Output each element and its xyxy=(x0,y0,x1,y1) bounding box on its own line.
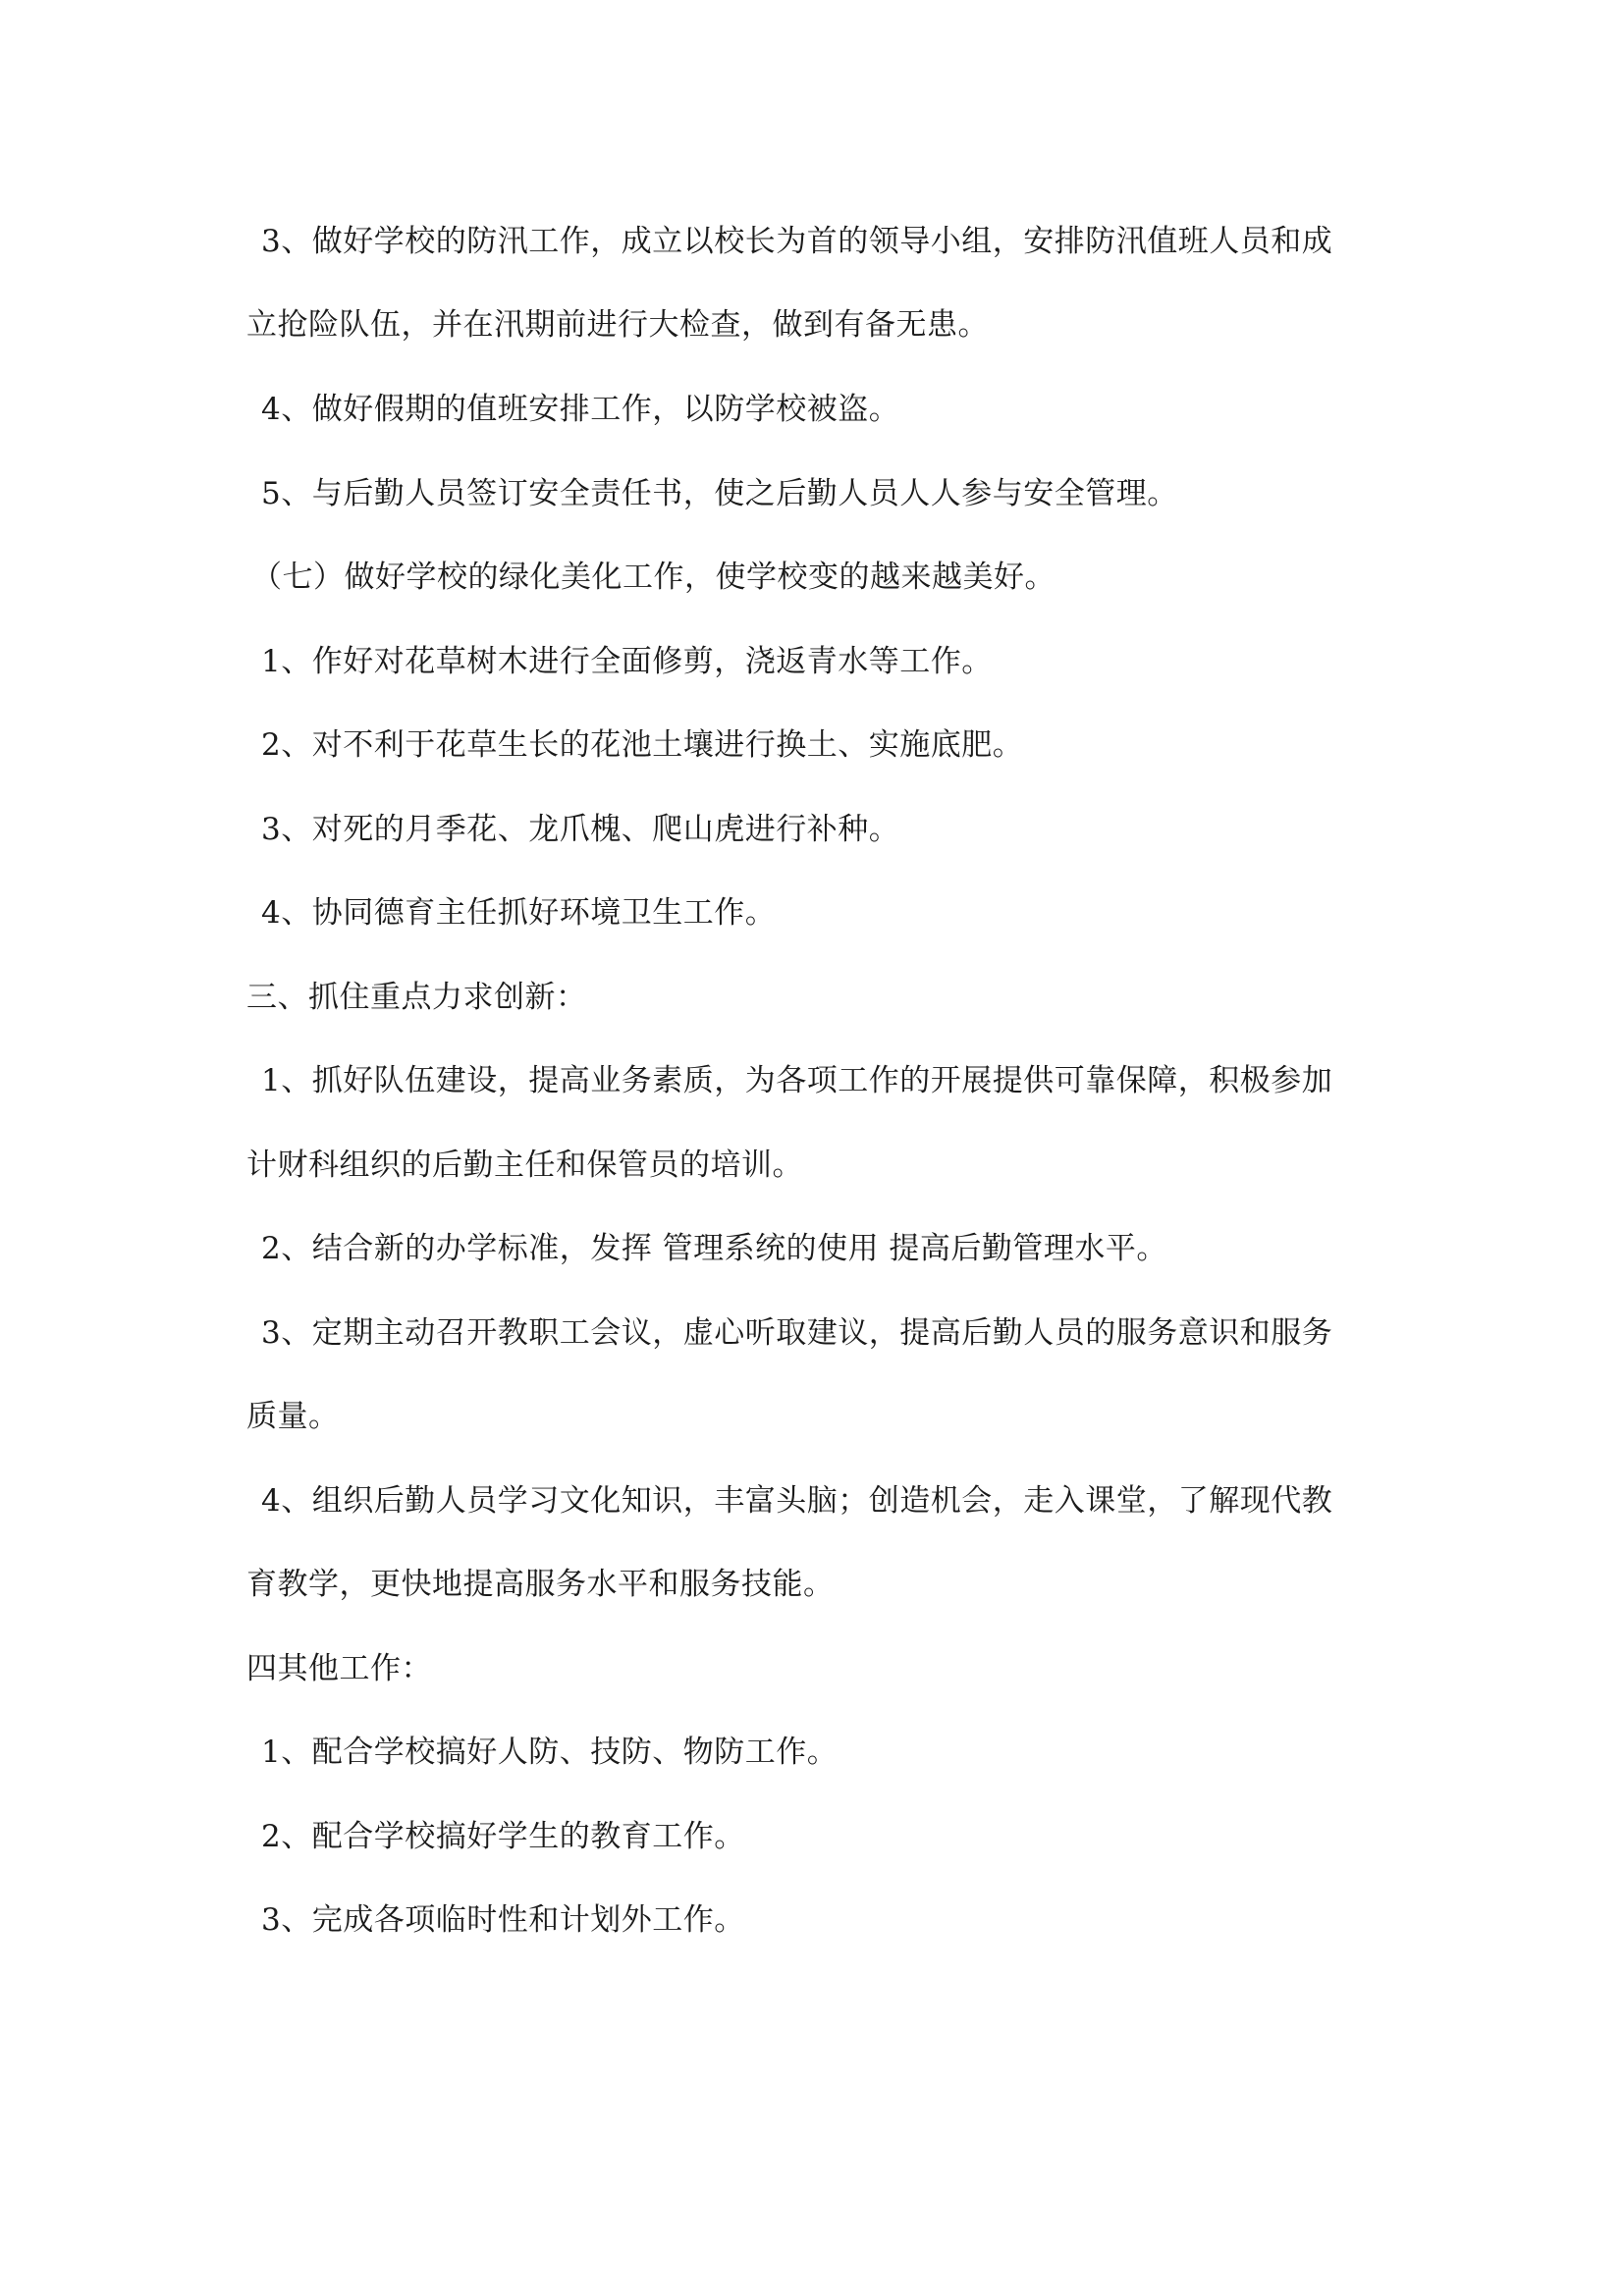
paragraph-line: 3、定期主动召开教职工会议，虚心听取建议，提高后勤人员的服务意识和服务 xyxy=(261,1315,1333,1351)
paragraph-line: 3、完成各项临时性和计划外工作。 xyxy=(261,1902,745,1938)
paragraph-line: 2、结合新的办学标准，发挥 管理系统的使用 提高后勤管理水平。 xyxy=(261,1231,1167,1266)
paragraph-line: 3、对死的月季花、龙爪槐、爬山虎进行补种。 xyxy=(261,812,900,847)
paragraph-line: 1、抓好队伍建设，提高业务素质，为各项工作的开展提供可靠保障，积极参加 xyxy=(261,1063,1333,1098)
paragraph-line: 计财科组织的后勤主任和保管员的培训。 xyxy=(246,1148,803,1183)
paragraph-line: 立抢险队伍，并在汛期前进行大检查，做到有备无患。 xyxy=(246,307,989,343)
paragraph-line: 1、配合学校搞好人防、技防、物防工作。 xyxy=(261,1735,839,1770)
paragraph-line: 3、做好学校的防汛工作，成立以校长为首的领导小组，安排防汛值班人员和成 xyxy=(261,224,1333,259)
paragraph-line: 4、协同德育主任抓好环境卫生工作。 xyxy=(261,895,777,931)
paragraph-line: 2、配合学校搞好学生的教育工作。 xyxy=(261,1819,745,1854)
section-heading: 三、抓住重点力求创新： xyxy=(246,980,587,1015)
paragraph-line: 2、对不利于花草生长的花池土壤进行换土、实施底肥。 xyxy=(261,727,1024,763)
paragraph-line: 4、组织后勤人员学习文化知识，丰富头脑；创造机会，走入课堂，了解现代教 xyxy=(261,1483,1333,1519)
paragraph-line: 1、作好对花草树木进行全面修剪，浇返青水等工作。 xyxy=(261,644,993,679)
paragraph-line: 育教学，更快地提高服务水平和服务技能。 xyxy=(246,1567,835,1602)
section-heading: 四其他工作： xyxy=(246,1651,432,1686)
paragraph-line: 5、与后勤人员签订安全责任书，使之后勤人员人人参与安全管理。 xyxy=(261,476,1178,511)
paragraph-line: 4、做好假期的值班安排工作，以防学校被盗。 xyxy=(261,392,900,427)
paragraph-line: 质量。 xyxy=(246,1399,340,1434)
section-heading: （七）做好学校的绿化美化工作，使学校变的越来越美好。 xyxy=(251,560,1056,595)
